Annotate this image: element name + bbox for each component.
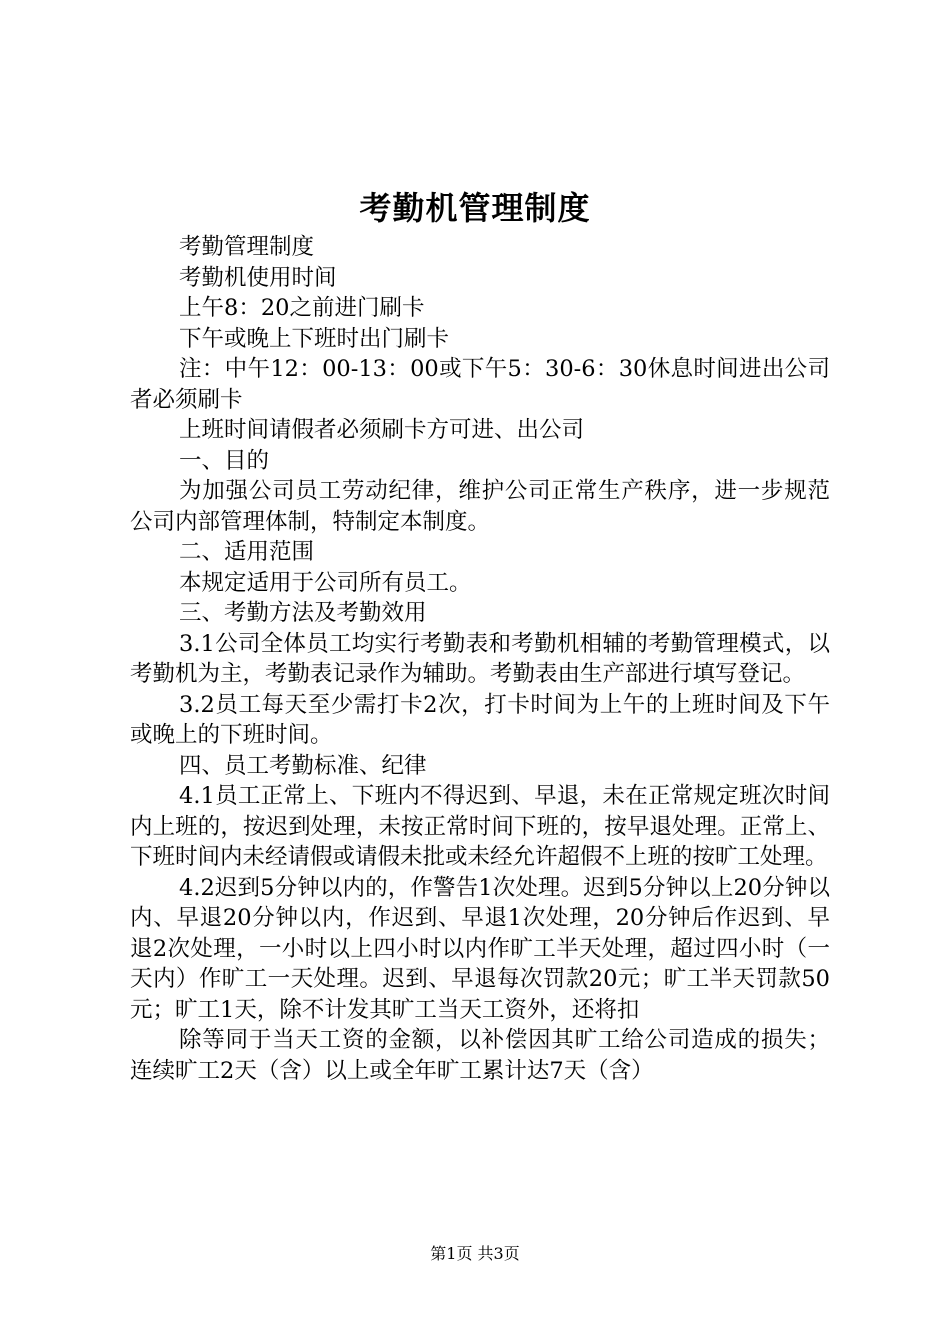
paragraph: 3.2员工每天至少需打卡2次，打卡时间为上午的上班时间及下午或晚上的下班时间。 [130, 691, 830, 748]
paragraph: 下午或晚上下班时出门刷卡 [179, 325, 450, 352]
paragraph: 上班时间请假者必须刷卡方可进、出公司 [179, 417, 585, 443]
paragraph: 3.1公司全体员工均实行考勤表和考勤机相辅的考勤管理模式，以考勤机为主，考勤表记录作为辅助。考勤表由生产部进行填写登记。 [130, 630, 830, 687]
document-title: 考勤机管理制度 [359, 189, 591, 227]
paragraph: 注：中午12：00-13：00或下午5：30-6：30休息时间进出公司者必须刷卡 [130, 356, 830, 413]
paragraph: 上午8：20之前进门刷卡 [179, 295, 425, 321]
paragraph: 考勤机使用时间 [179, 264, 337, 291]
section-heading: 二、适用范围 [179, 539, 315, 565]
section-heading: 四、员工考勤标准、纪律 [179, 752, 427, 779]
paragraph: 本规定适用于公司所有员工。 [179, 569, 472, 596]
paragraph: 4.1员工正常上、下班内不得迟到、早退，未在正常规定班次时间内上班的，按迟到处理，未按正常时间下班的，按早退处理。正常上、下班时间内未经请假或请假未批或未经允许超假不上班的按旷工处理。 [130, 783, 830, 870]
paragraph: 考勤管理制度 [179, 234, 315, 260]
paragraph: 4.2迟到5分钟以内的，作警告1次处理。迟到5分钟以上20分钟以内、早退20分钟以内，作迟到、早退1次处理，20分钟后作迟到、早退2次处理，一小时以上四小时以内作旷工半天处理，超过四小时（一天内）作旷工一天处理。迟到、早退每次罚款20元；旷工半天罚款50元；旷工1天，除不计发其旷工当天工资外，还将扣 [130, 874, 830, 1023]
section-heading: 一、目的 [179, 447, 270, 474]
paragraph: 除等同于当天工资的金额，以补偿因其旷工给公司造成的损失；连续旷工2天（含）以上或全年旷工累计达7天（含） [130, 1027, 830, 1084]
section-heading: 三、考勤方法及考勤效用 [179, 600, 427, 626]
page-number-footer: 第1页 共3页 [430, 1244, 520, 1263]
paragraph: 为加强公司员工劳动纪律，维护公司正常生产秩序，进一步规范公司内部管理体制，特制定本制度。 [130, 478, 830, 535]
document-body [130, 232, 830, 1086]
